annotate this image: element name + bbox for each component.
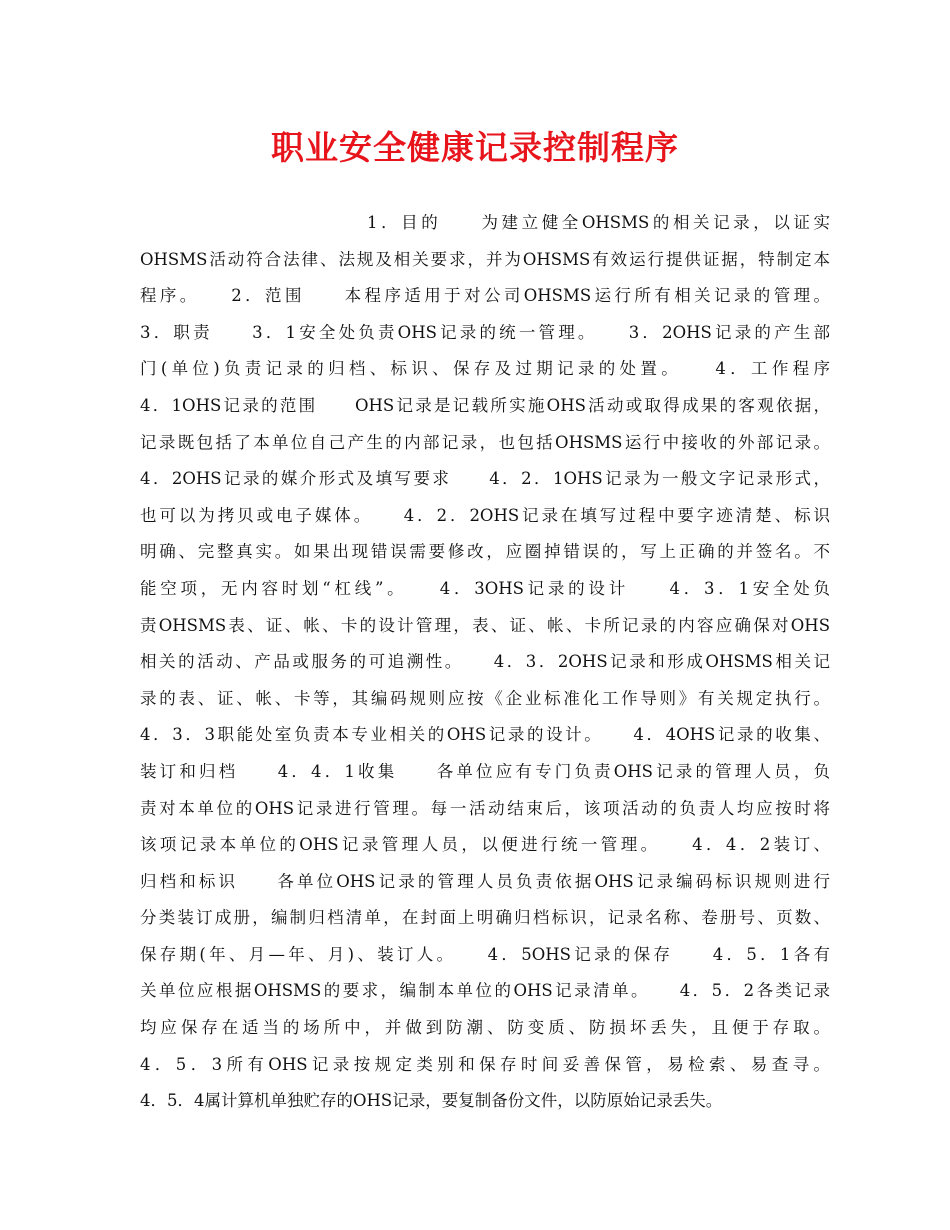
- text-line: 关单位应根据OHSMS的要求，编制本单位的OHS记录清单。 4．5．2各类记录: [140, 981, 830, 1001]
- text-line: 归档和标识 各单位OHS记录的管理人员负责依据OHS记录编码标识规则进行: [140, 871, 830, 891]
- text-line: 保存期(年、月—年、月)、装订人。 4．5OHS记录的保存 4．5．1各有: [140, 944, 830, 964]
- text-line: 4．1OHS记录的范围 OHS记录是记载所实施OHS活动或取得成果的客观依据，: [140, 395, 830, 415]
- document-title: 职业安全健康记录控制程序: [271, 128, 679, 167]
- text-line: 装订和归档 4．4．1收集 各单位应有专门负责OHS记录的管理人员，负: [140, 761, 830, 781]
- text-line: 相关的活动、产品或服务的可追溯性。 4．3．2OHS记录和形成OHSMS相关记: [140, 652, 830, 672]
- text-line: 该项记录本单位的OHS记录管理人员，以便进行统一管理。 4．4．2装订、: [140, 835, 830, 855]
- text-line: 均应保存在适当的场所中，并做到防潮、防变质、防损坏丢失，且便于存取。: [140, 1018, 830, 1038]
- text-line: 3．职责 3．1安全处负责OHS记录的统一管理。 3．2OHS记录的产生部: [140, 322, 830, 342]
- text-line: 4．5．3所有OHS记录按规定类别和保存时间妥善保管，易检索、易查寻。: [140, 1054, 830, 1074]
- text-line: 录的表、证、帐、卡等，其编码规则应按《企业标准化工作导则》有关规定执行。: [140, 688, 830, 708]
- text-line: 责OHSMS表、证、帐、卡的设计管理，表、证、帐、卡所记录的内容应确保对OHS: [140, 615, 830, 635]
- text-line: 分类装订成册，编制归档清单，在封面上明确归档标识，记录名称、卷册号、页数、: [140, 908, 830, 928]
- text-line: 1．目的 为建立健全OHSMS的相关记录，以证实: [367, 213, 830, 232]
- text-line: 门(单位)负责记录的归档、标识、保存及过期记录的处置。 4．工作程序: [140, 359, 830, 379]
- document-body: [140, 205, 830, 1120]
- text-line: 程序。 2．范围 本程序适用于对公司OHSMS运行所有相关记录的管理。: [140, 286, 830, 306]
- text-line: 责对本单位的OHS记录进行管理。每一活动结束后，该项活动的负责人均应按时将: [140, 798, 830, 818]
- text-line: 明确、完整真实。如果出现错误需要修改，应圈掉错误的，写上正确的并签名。不: [140, 542, 830, 562]
- text-line: 4．3．3职能处室负责本专业相关的OHS记录的设计。 4．4OHS记录的收集、: [140, 725, 830, 745]
- text-line: OHSMS活动符合法律、法规及相关要求，并为OHSMS有效运行提供证据，特制定本: [140, 249, 830, 269]
- text-line: 4．5．4属计算机单独贮存的OHS记录，要复制备份文件，以防原始记录丢失。: [140, 1091, 723, 1111]
- text-line: 能空项，无内容时划“杠线”。 4．3OHS记录的设计 4．3．1安全处负: [140, 578, 830, 598]
- text-line: 记录既包括了本单位自己产生的内部记录，也包括OHSMS运行中接收的外部记录。: [140, 432, 830, 452]
- text-line: 4．2OHS记录的媒介形式及填写要求 4．2．1OHS记录为一般文字记录形式，: [140, 469, 830, 489]
- text-line: 也可以为拷贝或电子媒体。 4．2．2OHS记录在填写过程中要字迹清楚、标识: [140, 505, 830, 525]
